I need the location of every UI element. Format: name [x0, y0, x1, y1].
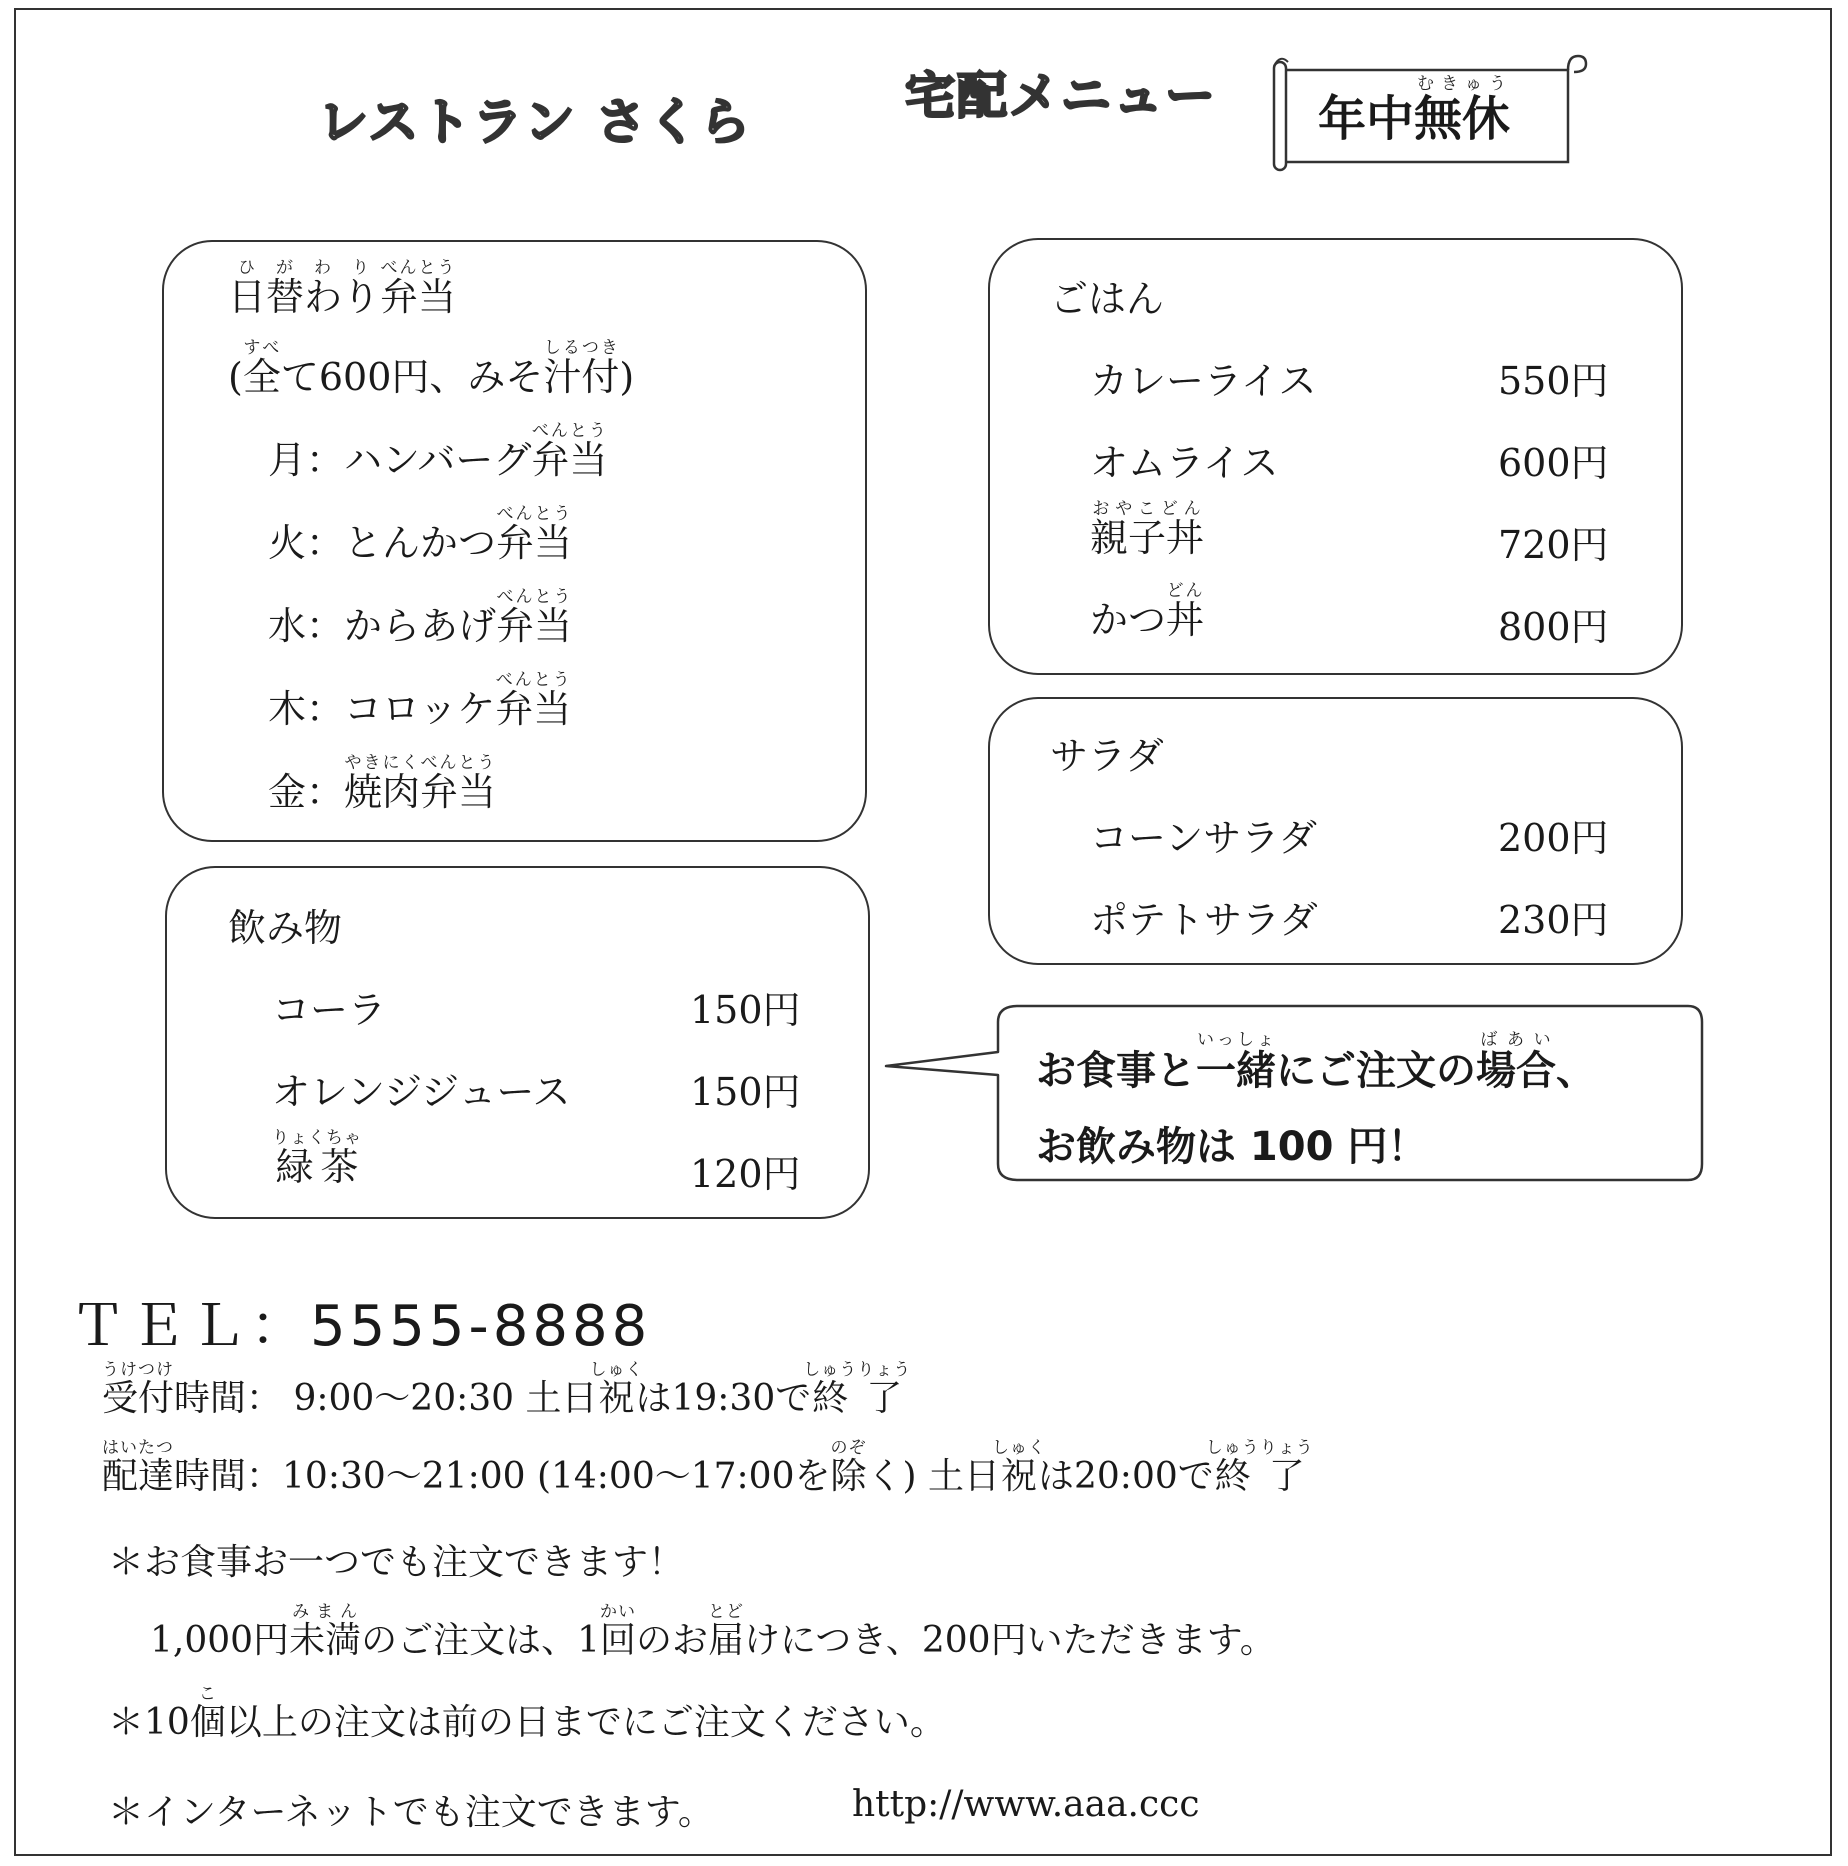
- website-url[interactable]: http://www.aaa.ccc: [852, 1784, 1200, 1825]
- salad-price: 230円: [1498, 898, 1609, 942]
- bento-item: 水：からあげ弁当べんとう: [268, 587, 573, 648]
- drink-price: 120円: [690, 1152, 801, 1196]
- salad-item: ポテトサラダ: [1090, 898, 1318, 942]
- drinks-title: 飲み物: [228, 906, 343, 950]
- gohan-price: 550円: [1498, 359, 1609, 403]
- bubble-line-2: お飲み物は 100 円！: [1036, 1124, 1428, 1170]
- bento-item: 木：コロッケ弁当べんとう: [268, 670, 572, 731]
- gohan-item: オムライス: [1090, 441, 1279, 485]
- reception-hours: 受付うけつけ時間： 9:00～20:30 土日祝しゅくは19:30で終了しゅうりょう: [102, 1360, 912, 1419]
- bento-item: 月：ハンバーグ弁当べんとう: [268, 421, 608, 482]
- gohan-item: カレーライス: [1090, 359, 1317, 403]
- restaurant-name: レストラン さくら: [318, 93, 752, 151]
- note-single-order: ＊お食事お一つでも注文できます！: [108, 1542, 685, 1583]
- open-all-year: 年中無休むきゅう: [1318, 74, 1511, 147]
- gohan-item: かつ丼どん: [1090, 581, 1205, 642]
- salad-price: 200円: [1498, 816, 1609, 860]
- salad-item: コーンサラダ: [1090, 816, 1317, 860]
- gohan-price: 600円: [1498, 441, 1609, 485]
- bento-note: (全すべて600円、みそ汁付しるつき): [228, 338, 635, 399]
- bento-item: 火：とんかつ弁当べんとう: [268, 504, 573, 565]
- gohan-price: 720円: [1498, 523, 1609, 567]
- drink-item: コーラ: [272, 988, 387, 1032]
- note-bulk-order: ＊10個こ以上の注文は前の日までにご注文ください。: [108, 1684, 946, 1743]
- note-min-order: 1,000円未満みまんのご注文は、1回かいのお届とどけにつき、200円いただきます。: [150, 1602, 1276, 1661]
- delivery-hours: 配達はいたつ時間：10:30～21:00 (14:00～17:00を除のぞく) 土日祝しゅくは20:00で終了しゅうりょう: [102, 1438, 1314, 1497]
- gohan-title: ごはん: [1050, 277, 1165, 321]
- gohan-item: 親子丼おやこどん: [1090, 499, 1205, 560]
- drink-item: オレンジジュース: [272, 1070, 571, 1114]
- menu-title: 宅配メニュー: [905, 67, 1217, 125]
- bubble-line-1: お食事と一緒いっしょにご注文の場合ばあい、: [1036, 1030, 1596, 1094]
- bento-item: 金：焼肉弁当やきにくべんとう: [268, 753, 497, 814]
- phone-number: ＴＥＬ：5555-8888: [70, 1294, 652, 1359]
- drink-price: 150円: [690, 988, 801, 1032]
- gohan-price: 800円: [1498, 605, 1609, 649]
- note-internet: ＊インターネットでも注文できます。: [108, 1792, 714, 1833]
- drink-item: 緑茶りょくちゃ: [272, 1128, 362, 1189]
- bento-title: 日替わりひがわり弁当べんとう: [228, 258, 457, 319]
- salad-title: サラダ: [1050, 734, 1164, 778]
- drink-price: 150円: [690, 1070, 801, 1114]
